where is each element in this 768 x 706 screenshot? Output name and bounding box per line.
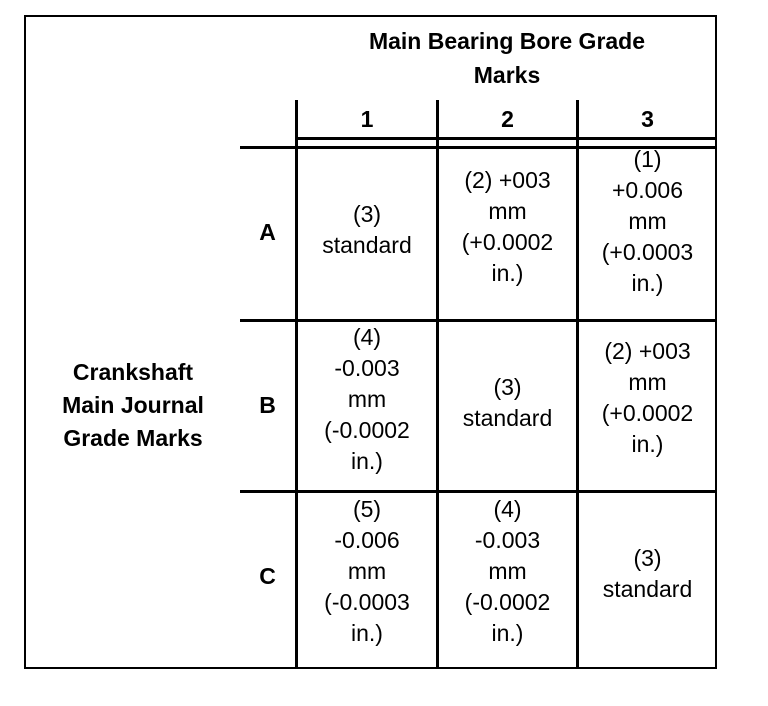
- header-title: Main Bearing Bore Grade Marks: [368, 28, 646, 88]
- side-label: Crankshaft Main Journal Grade Marks: [62, 359, 204, 451]
- cell-b-3: (2) +003 mm (+0.0002 in.): [601, 338, 694, 457]
- row-c-top-line: [240, 490, 717, 493]
- row-header-c: C: [259, 563, 276, 589]
- cell-b-1: (4) -0.003 mm (-0.0002 in.): [324, 324, 410, 474]
- cell-c-3: (3) standard: [602, 545, 693, 602]
- row-header-b: B: [259, 392, 276, 418]
- cell-a-3: (1) +0.006 mm (+0.0003 in.): [601, 146, 694, 296]
- header-divider-line: [295, 137, 716, 140]
- cell-c-1: (5) -0.006 mm (-0.0003 in.): [324, 496, 410, 646]
- cell-a-2: (2) +003 mm (+0.0002 in.): [461, 167, 554, 286]
- cell-a-1: (3) standard: [322, 201, 412, 258]
- column-header-2: 2: [501, 106, 514, 132]
- column-header-3: 3: [641, 106, 654, 132]
- cell-b-2: (3) standard: [462, 374, 553, 431]
- row-header-a: A: [259, 219, 276, 245]
- cell-c-2: (4) -0.003 mm (-0.0002 in.): [464, 496, 551, 646]
- column-header-1: 1: [360, 106, 374, 132]
